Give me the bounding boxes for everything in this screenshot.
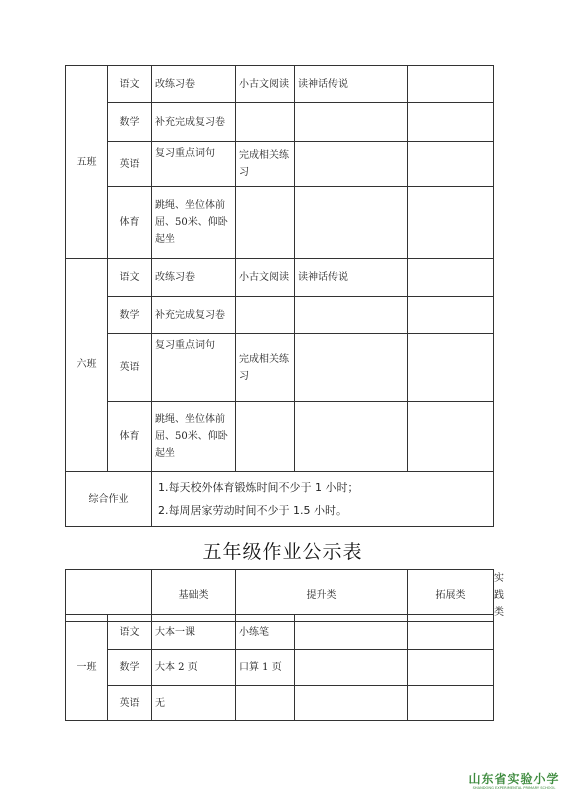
extended-cell [295, 615, 408, 650]
advanced-cell [236, 402, 295, 472]
extended-cell [295, 686, 408, 721]
practice-cell [408, 402, 494, 472]
table-row [66, 297, 494, 334]
table-row-comprehensive [66, 472, 494, 527]
basic-cell: 跳绳、坐位体前屈、50米、仰卧起坐 [152, 187, 236, 259]
subject-cell: 体育 [108, 187, 152, 259]
table-row [66, 650, 494, 686]
advanced-cell [236, 686, 295, 721]
table-row [66, 66, 494, 103]
homework-table-bottom-body [65, 614, 494, 721]
advanced-cell [236, 297, 295, 334]
page-title: 五年级作业公示表 [202, 541, 363, 563]
extended-cell: 读神话传说 [295, 259, 408, 297]
table-row [66, 402, 494, 472]
homework-table-top [65, 65, 494, 527]
comprehensive-content [152, 472, 494, 527]
basic-cell: 大本 2 页 [152, 650, 236, 686]
extended-cell [295, 187, 408, 259]
subject-cell: 语文 [108, 259, 152, 297]
table-row [66, 142, 494, 187]
extended-cell [295, 402, 408, 472]
school-logo-text: 山东省实验小学 [468, 772, 560, 786]
subject-cell: 体育 [108, 402, 152, 472]
school-logo-subtext: SHANDONG EXPERIMENTAL PRIMARY SCHOOL [472, 786, 556, 790]
subject-cell: 语文 [108, 66, 152, 103]
table-row [66, 615, 494, 650]
basic-cell: 无 [152, 686, 236, 721]
basic-cell: 复习重点词句 [152, 334, 236, 402]
practice-cell [408, 334, 494, 402]
class-label: 六班 [66, 259, 108, 472]
practice-cell [408, 615, 494, 650]
extended-cell: 读神话传说 [295, 66, 408, 103]
basic-cell: 跳绳、坐位体前屈、50米、仰卧起坐 [152, 402, 236, 472]
extended-cell [295, 142, 408, 187]
basic-cell: 改练习卷 [152, 259, 236, 297]
advanced-cell [236, 187, 295, 259]
subject-cell: 语文 [108, 615, 152, 650]
class-label: 一班 [66, 615, 108, 721]
advanced-cell: 小古文阅读 [236, 66, 295, 103]
subject-cell: 数学 [108, 103, 152, 142]
basic-cell: 补充完成复习卷 [152, 297, 236, 334]
practice-cell [408, 142, 494, 187]
practice-cell [408, 686, 494, 721]
extended-cell [295, 650, 408, 686]
header-row: 基础类 提升类 拓展类 实践类 [66, 570, 494, 622]
practice-cell [408, 66, 494, 103]
practice-cell [408, 103, 494, 142]
column-header: 拓展类 [408, 570, 494, 622]
table-row [66, 259, 494, 297]
subject-cell: 数学 [108, 650, 152, 686]
column-header: 基础类 [152, 570, 236, 622]
table-row [66, 187, 494, 259]
class-label: 五班 [66, 66, 108, 259]
subject-cell: 英语 [108, 334, 152, 402]
school-logo [468, 772, 560, 791]
extended-cell [295, 103, 408, 142]
table-row [66, 334, 494, 402]
practice-cell [408, 297, 494, 334]
practice-cell [408, 187, 494, 259]
subject-cell: 英语 [108, 142, 152, 187]
column-header: 提升类 [236, 570, 408, 622]
table-row [66, 686, 494, 721]
advanced-cell: 完成相关练习 [236, 142, 295, 187]
comprehensive-label: 综合作业 [66, 472, 152, 527]
practice-cell [408, 259, 494, 297]
extended-cell [295, 297, 408, 334]
advanced-cell [236, 103, 295, 142]
practice-cell [408, 650, 494, 686]
subject-cell: 英语 [108, 686, 152, 721]
comprehensive-line: 2.每周居家劳动时间不少于 1.5 小时。 [158, 504, 347, 517]
comprehensive-line: 1.每天校外体育锻炼时间不少于 1 小时； [158, 481, 359, 494]
basic-cell: 复习重点词句 [152, 142, 236, 187]
subject-cell: 数学 [108, 297, 152, 334]
advanced-cell: 完成相关练习 [236, 334, 295, 402]
basic-cell: 补充完成复习卷 [152, 103, 236, 142]
advanced-cell: 小练笔 [236, 615, 295, 650]
basic-cell: 大本一课 [152, 615, 236, 650]
advanced-cell: 小古文阅读 [236, 259, 295, 297]
advanced-cell: 口算 1 页 [236, 650, 295, 686]
basic-cell: 改练习卷 [152, 66, 236, 103]
extended-cell [295, 334, 408, 402]
table-row [66, 103, 494, 142]
